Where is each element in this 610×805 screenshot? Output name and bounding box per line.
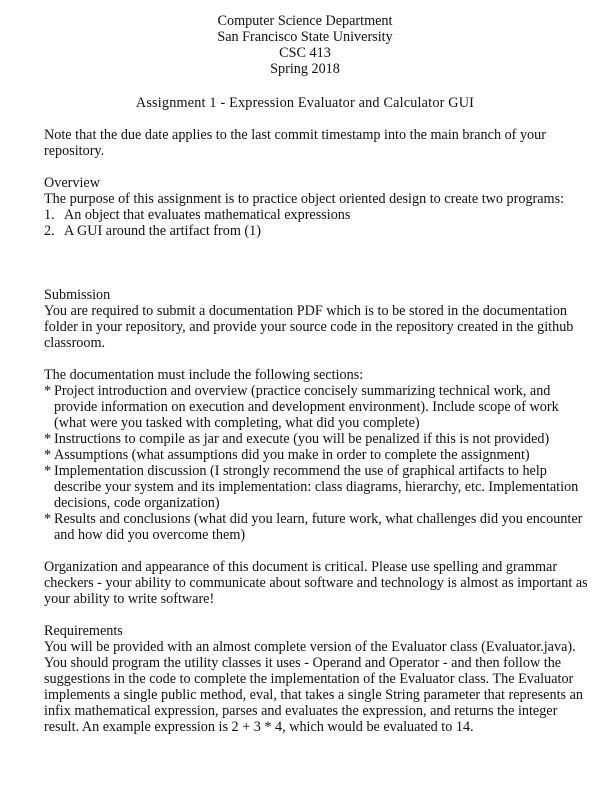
list-item-text: A GUI around the artifact from (1) <box>64 223 261 239</box>
overview-list <box>44 207 592 239</box>
course-code: CSC 413 <box>279 45 331 61</box>
organization-section <box>44 559 592 607</box>
requirements-section <box>44 623 592 735</box>
requirements-text: You will be provided with an almost complete version of the Evaluator class (Evaluator.java). You should program the utility classes it uses - Operand and Operator - and then follow the suggestions in the code to complete the implementation of the Evaluator class. The Evaluator implements a single public method, eval, that takes a single String parameter that represents an infix mathematical expression, parses and evaluates the expression, and returns the integer result. An example expression is 2 + 3 * 4, which would be evaluated to 14. <box>44 639 583 735</box>
list-item-text: Project introduction and overview (practice concisely summarizing technical work, and provide information on execution and development environment). Include scope of work (what were you tasked with completing, what did you complete) <box>54 383 559 431</box>
bullet-marker: * <box>44 383 52 399</box>
due-date-note <box>44 127 592 159</box>
list-item-number: 1. <box>44 207 55 223</box>
list-item <box>44 447 592 463</box>
list-item-text: Results and conclusions (what did you learn, future work, what challenges did you encounter and how did you overcome them) <box>54 511 583 543</box>
bullet-marker: * <box>44 447 52 463</box>
list-item <box>44 511 592 543</box>
list-item <box>44 383 592 431</box>
documentation-section <box>44 367 592 543</box>
list-item <box>44 207 592 223</box>
submission-heading: Submission <box>44 287 111 303</box>
assignment-title: Assignment 1 - Expression Evaluator and Calculator GUI <box>135 95 475 111</box>
list-item <box>44 463 592 511</box>
university-name: San Francisco State University <box>217 29 393 45</box>
list-item <box>44 223 592 239</box>
overview-section <box>44 175 592 239</box>
requirements-heading: Requirements <box>44 623 123 639</box>
bullet-marker: * <box>44 463 52 479</box>
submission-section <box>44 287 592 351</box>
due-date-note-text: Note that the due date applies to the last commit timestamp into the main branch of your repository. <box>44 127 546 159</box>
bullet-marker: * <box>44 511 52 527</box>
semester: Spring 2018 <box>270 61 340 77</box>
organization-text: Organization and appearance of this document is critical. Please use spelling and grammar checkers - your ability to communicate about software and technology is almost as important as your ability to write software! <box>44 559 588 607</box>
list-item-number: 2. <box>44 223 55 239</box>
department-name: Computer Science Department <box>217 13 393 29</box>
overview-text: The purpose of this assignment is to practice object oriented design to create two programs: <box>44 191 565 207</box>
list-item-text: Instructions to compile as jar and execute (you will be penalized if this is not provided) <box>54 431 550 447</box>
list-item <box>44 431 592 447</box>
list-item-text: An object that evaluates mathematical expressions <box>64 207 351 223</box>
bullet-marker: * <box>44 431 52 447</box>
overview-heading: Overview <box>44 175 100 191</box>
list-item-text: Implementation discussion (I strongly recommend the use of graphical artifacts to help describe your system and its implementation: class diagrams, hierarchy, etc. Implementation decisions, code organization) <box>54 463 579 511</box>
document-header <box>0 13 610 77</box>
submission-text: You are required to submit a documentation PDF which is to be stored in the documentation folder in your repository, and provide your source code in the repository created in the github classroom. <box>44 303 574 351</box>
documentation-list <box>44 383 592 543</box>
list-item-text: Assumptions (what assumptions did you make in order to complete the assignment) <box>54 447 530 463</box>
documentation-intro: The documentation must include the following sections: <box>44 367 364 383</box>
